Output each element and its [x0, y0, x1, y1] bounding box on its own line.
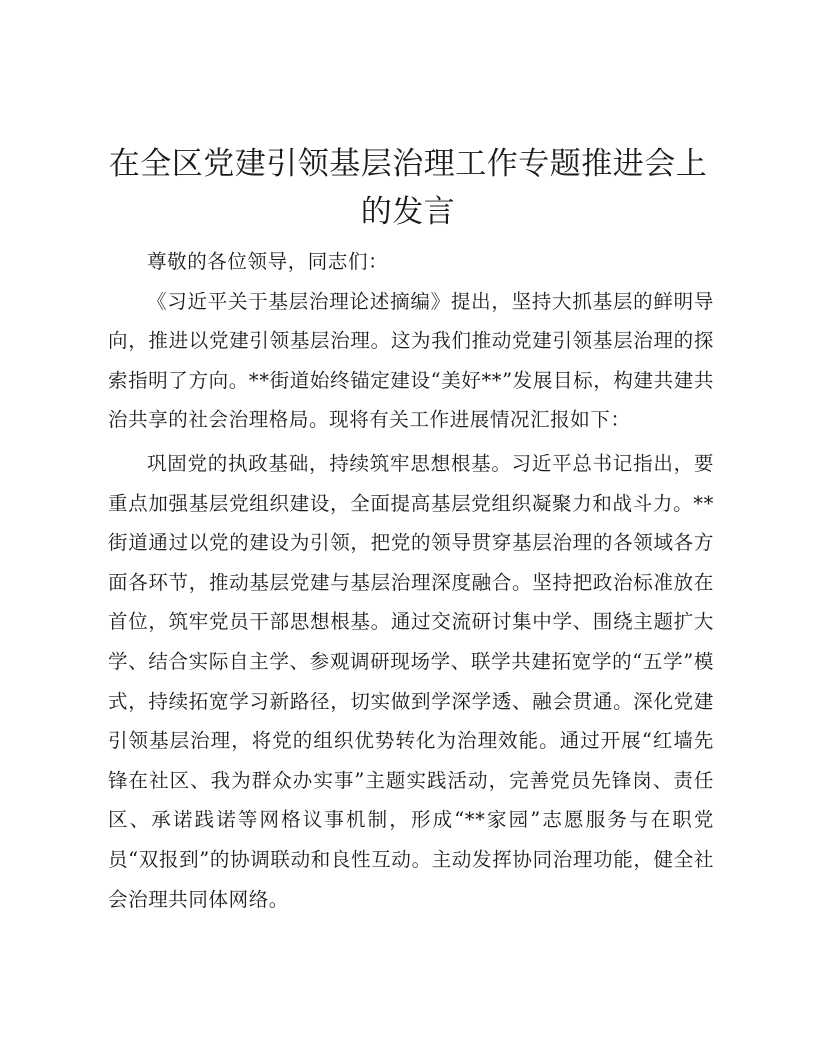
salutation-paragraph: 尊敬的各位领导，同志们： [147, 250, 389, 273]
body-paragraph: 巩固党的执政基础，持续筑牢思想根基。习近平总书记指出，要重点加强基层党组织建设，全面提高基层党组织凝聚力和战斗力。**街道通过以党的建设为引领，把党的领导贯穿基层治理的各领域各方面各环节，推动基层党建与基层治理深度融合。坚持把政治标准放在首位，筑牢党员干部思想根基。通过交流研讨集中学、围绕主题扩大学、结合实际自主学、参观调研现场学、联学共建拓宽学的“五学”模式，持续拓宽学习新路径，切实做到学深学透、融会贯通。深化党建引领基层治理，将党的组织优势转化为治理效能。通过开展“红墙先锋在社区、我为群众办实事”主题实践活动，完善党员先锋岗、责任区、承诺践诺等网格议事机制，形成“**家园”志愿服务与在职党员“双报到”的协调联动和良性互动。主动发挥协同治理功能，健全社会治理共同体网络。 [108, 451, 714, 911]
document-body [108, 242, 714, 919]
document-title: 在全区党建引领基层治理工作专题推进会上的发言 [108, 146, 708, 230]
intro-paragraph: 《习近平关于基层治理论述摘编》提出，坚持大抓基层的鲜明导向，推进以党建引领基层治理。这为我们推动党建引领基层治理的探索指明了方向。**街道始终锚定建设“美好**”发展目标，构建共建共治共享的社会治理格局。现将有关工作进展情况汇报如下： [108, 289, 714, 432]
